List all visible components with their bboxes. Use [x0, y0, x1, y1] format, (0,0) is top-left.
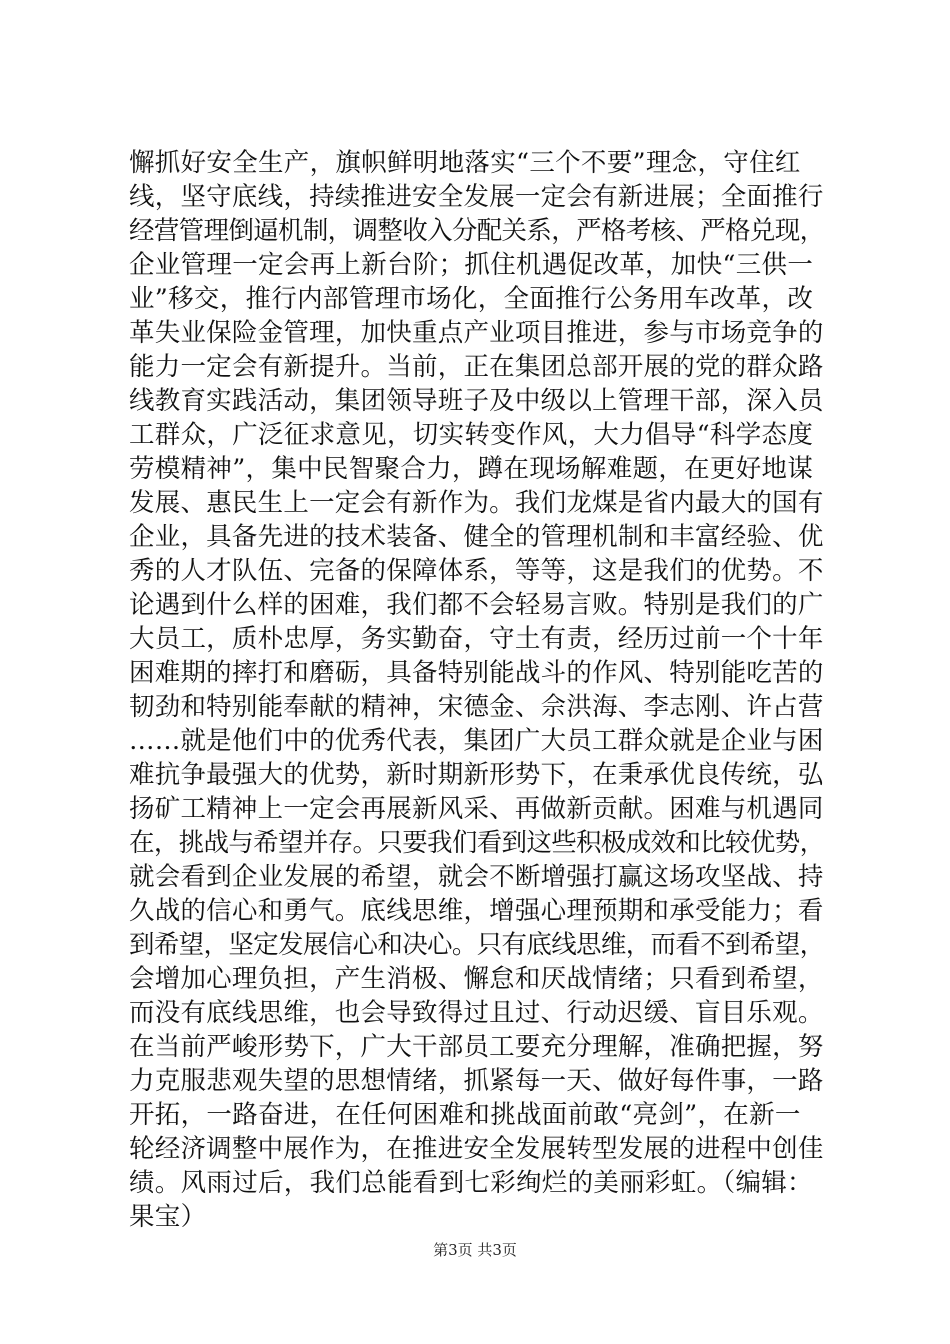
text-line: 绩。风雨过后，我们总能看到七彩绚烂的美丽彩虹。（编辑： — [129, 1168, 813, 1198]
text-line: 劳模精神”，集中民智聚合力，蹲在现场解难题，在更好地谋 — [129, 454, 814, 484]
text-line: 就会看到企业发展的希望，就会不断增强打赢这场攻坚战、持 — [129, 862, 824, 892]
text-line: 秀的人才队伍、完备的保障体系，等等，这是我们的优势。不 — [129, 556, 824, 586]
text-line: 果宝） — [129, 1202, 207, 1232]
text-line: 线教育实践活动，集团领导班子及中级以上管理干部，深入员 — [129, 386, 824, 416]
text-line: 在，挑战与希望并存。只要我们看到这些积极成效和比较优势， — [129, 828, 825, 858]
text-line: 困难期的摔打和磨砺，具备特别能战斗的作风、特别能吃苦的 — [129, 658, 824, 688]
text-line: 力克服悲观失望的思想情绪，抓紧每一天、做好每件事，一路 — [129, 1066, 824, 1096]
text-line: 韧劲和特别能奉献的精神，宋德金、佘洪海、李志刚、许占营 — [129, 692, 824, 722]
text-line: 发展、惠民生上一定会有新作为。我们龙煤是省内最大的国有 — [129, 488, 824, 518]
text-line: 而没有底线思维，也会导致得过且过、行动迟缓、盲目乐观。 — [129, 998, 824, 1028]
text-line: ……就是他们中的优秀代表，集团广大员工群众就是企业与困 — [129, 726, 824, 756]
text-line: 难抗争最强大的优势，新时期新形势下，在秉承优良传统，弘 — [129, 760, 824, 790]
text-line: 在当前严峻形势下，广大干部员工要充分理解，准确把握，努 — [129, 1032, 824, 1062]
text-line: 懈抓好安全生产，旗帜鲜明地落实“三个不要”理念，守住红 — [129, 148, 801, 178]
text-line: 线，坚守底线，持续推进安全发展一定会有新进展；全面推行 — [129, 182, 824, 212]
text-line: 工群众，广泛征求意见，切实转变作风，大力倡导“科学态度 — [129, 420, 814, 450]
page-number-footer: 第3页 共3页 — [433, 1241, 517, 1259]
text-line: 业”移交，推行内部管理市场化，全面推行公务用车改革，改 — [129, 284, 814, 314]
text-line: 会增加心理负担，产生消极、懈怠和厌战情绪；只看到希望， — [129, 964, 824, 994]
text-line: 开拓，一路奋进，在任何困难和挑战面前敢“亮剑”，在新一 — [129, 1100, 801, 1130]
text-line: 能力一定会有新提升。当前，正在集团总部开展的党的群众路 — [129, 352, 824, 382]
text-line: 扬矿工精神上一定会再展新风采、再做新贡献。困难与机遇同 — [129, 794, 824, 824]
body-paragraph — [129, 146, 824, 1234]
text-line: 大员工，质朴忠厚，务实勤奋，守土有责，经历过前一个十年 — [129, 624, 824, 654]
text-line: 经营管理倒逼机制，调整收入分配关系，严格考核、严格兑现， — [129, 216, 825, 246]
text-line: 到希望，坚定发展信心和决心。只有底线思维，而看不到希望， — [129, 930, 825, 960]
text-line: 企业，具备先进的技术装备、健全的管理机制和丰富经验、优 — [129, 522, 824, 552]
text-line: 久战的信心和勇气。底线思维，增强心理预期和承受能力；看 — [129, 896, 824, 926]
text-line: 论遇到什么样的困难，我们都不会轻易言败。特别是我们的广 — [129, 590, 824, 620]
text-line: 企业管理一定会再上新台阶；抓住机遇促改革，加快“三供一 — [129, 250, 814, 280]
text-line: 革失业保险金管理，加快重点产业项目推进，参与市场竞争的 — [129, 318, 824, 348]
text-line: 轮经济调整中展作为，在推进安全发展转型发展的进程中创佳 — [129, 1134, 824, 1164]
